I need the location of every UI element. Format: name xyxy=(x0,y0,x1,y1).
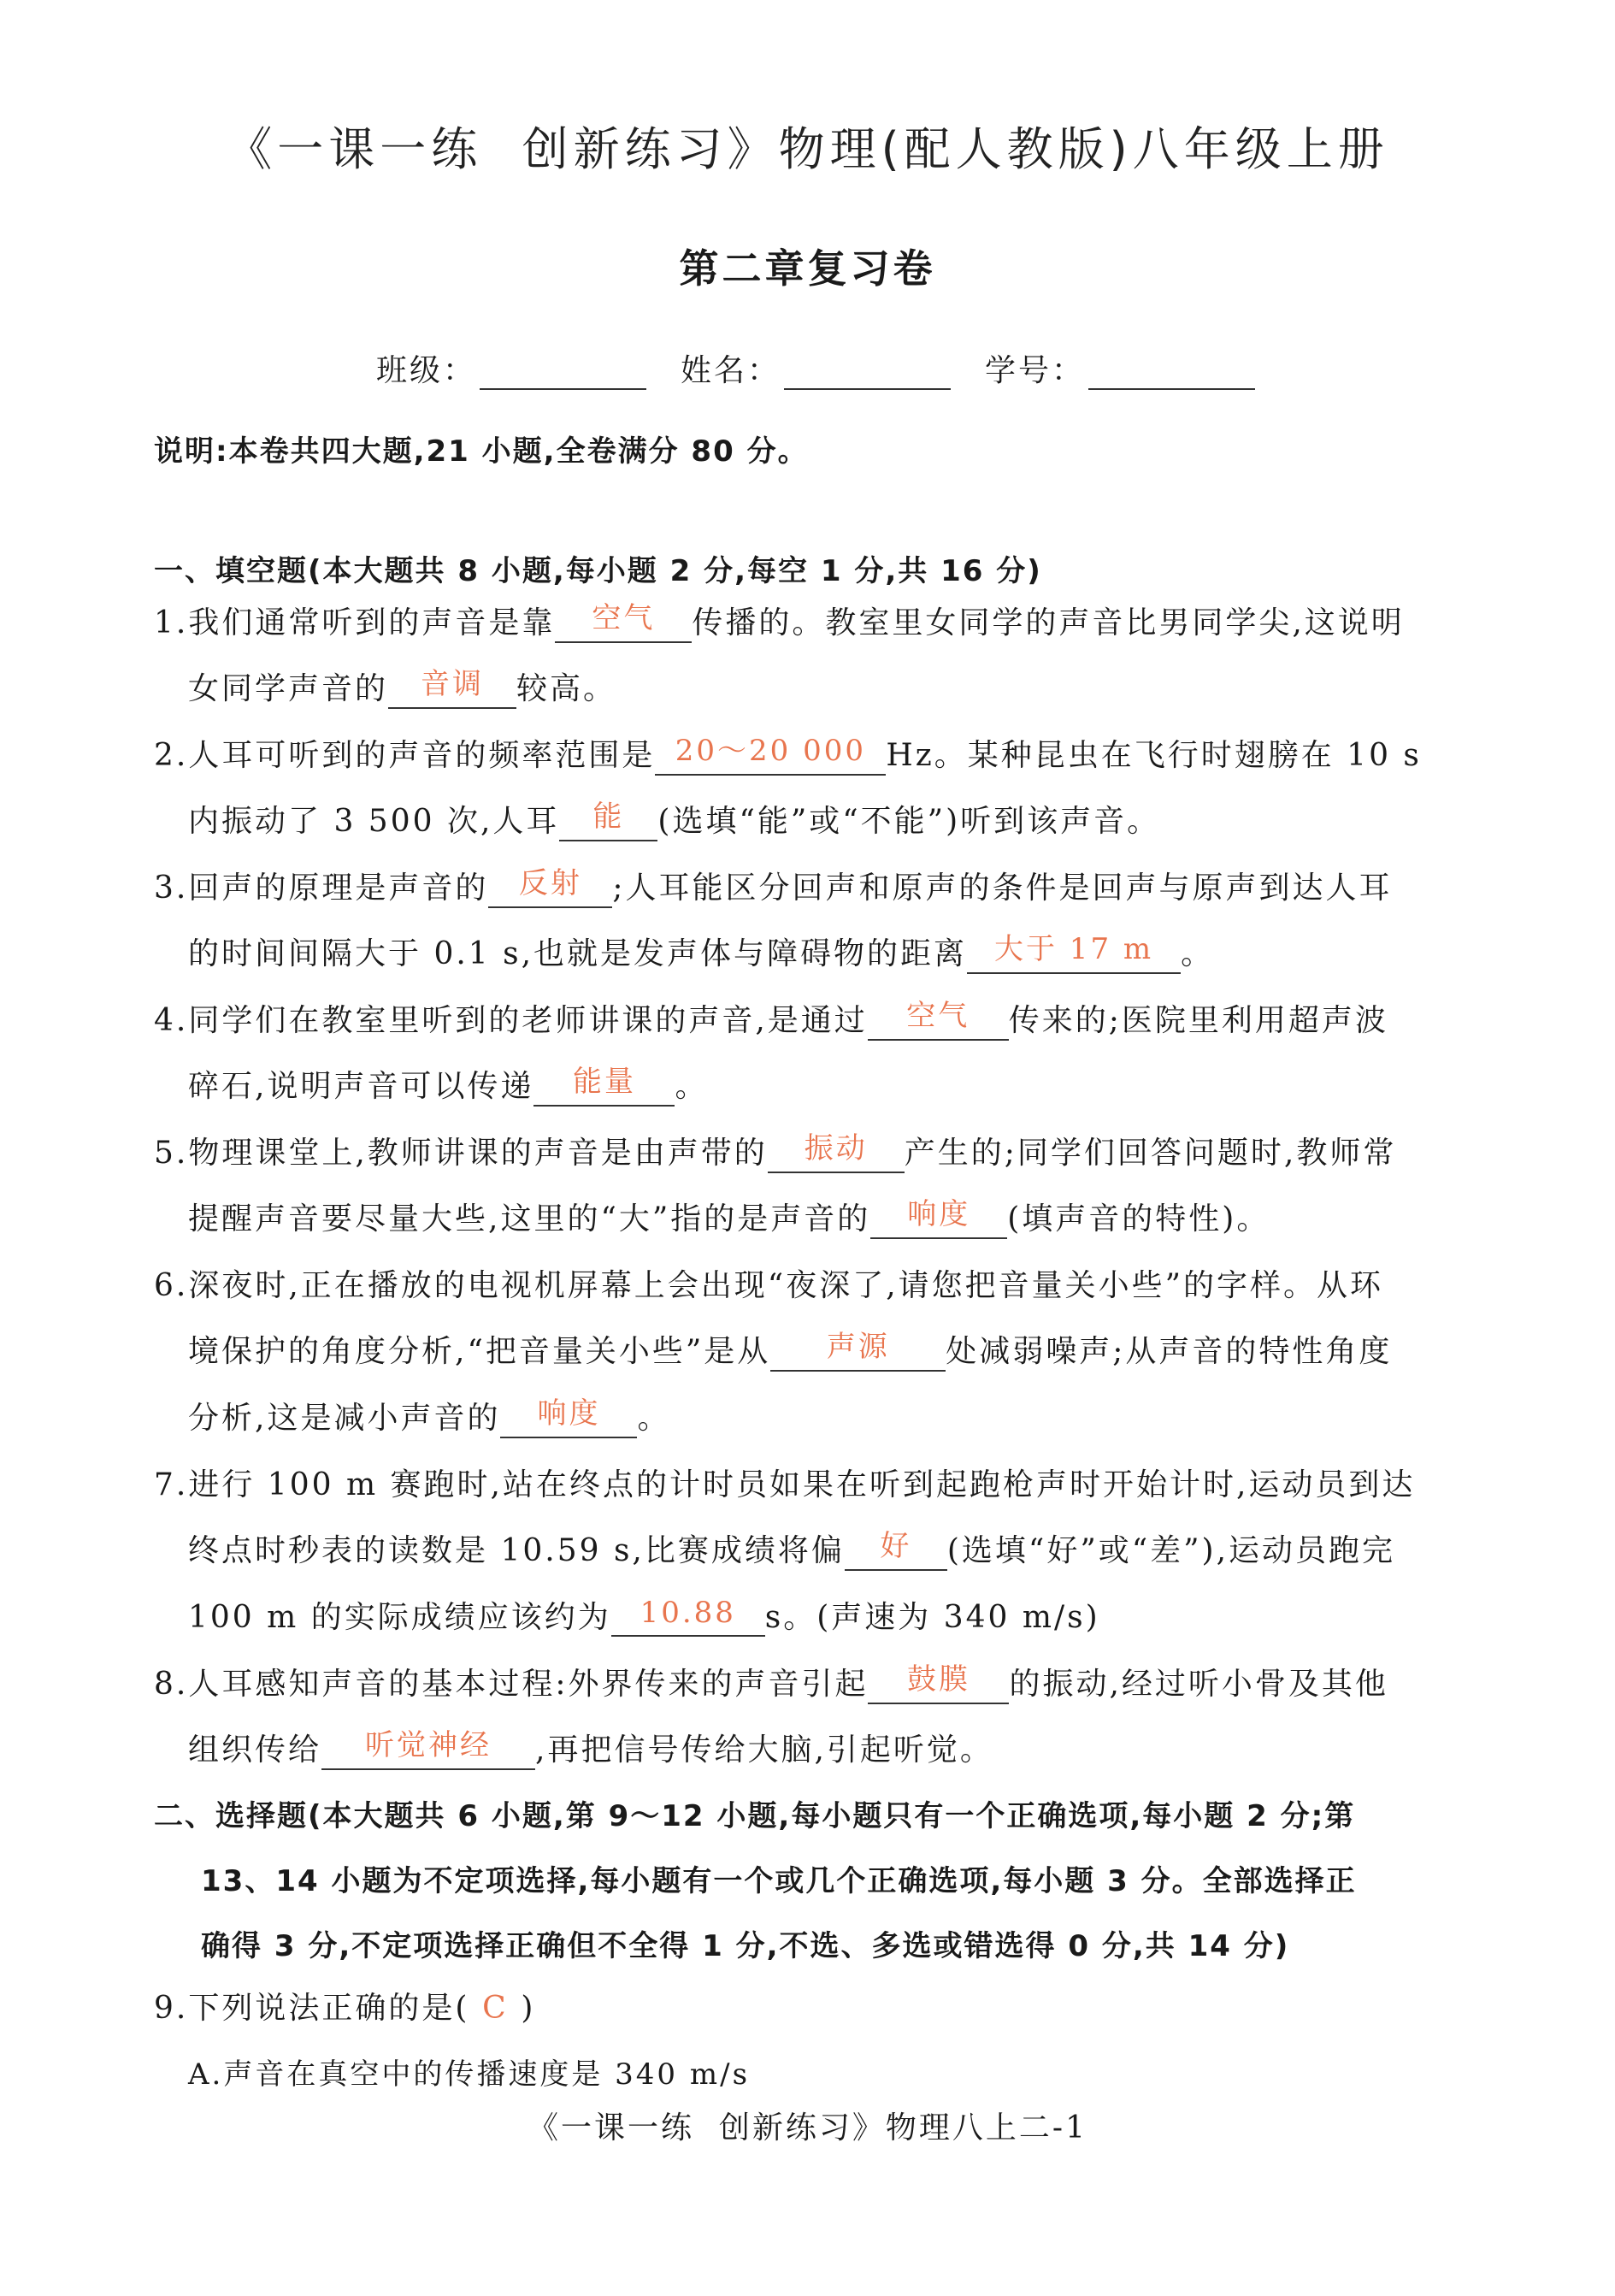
q8-text-b: 的振动,经过听小骨及其他 xyxy=(1009,1667,1388,1702)
q4-text-c: 碎石,说明声音可以传递 xyxy=(188,1069,534,1104)
q8-line1 xyxy=(154,1660,1388,1704)
q3-text-a: 3.回声的原理是声音的 xyxy=(154,871,489,906)
q8-text-d: ,再把信号传给大脑,引起听觉。 xyxy=(535,1732,993,1768)
q5-text-a: 5.物理课堂上,教师讲课的声音是由声带的 xyxy=(154,1136,768,1171)
q6-text-d: 。 xyxy=(637,1401,671,1436)
id-blank[interactable] xyxy=(1088,359,1255,390)
q7-text-d: s。(声速为 340 m/s) xyxy=(764,1600,1100,1635)
q7-answer1[interactable]: 好 xyxy=(845,1527,947,1571)
id-label: 学号： xyxy=(985,353,1086,388)
q1-line1 xyxy=(154,599,1405,643)
q4-answer2[interactable]: 能量 xyxy=(533,1063,675,1107)
q2-answer2[interactable]: 能 xyxy=(559,798,657,841)
q6-answer2[interactable]: 响度 xyxy=(500,1395,637,1438)
q5-text-d: (填声音的特性)。 xyxy=(1007,1201,1270,1237)
q7-answer2[interactable]: 10.88 xyxy=(611,1601,765,1637)
name-field xyxy=(681,346,951,390)
q5-line2 xyxy=(188,1195,1270,1239)
q1-text-a: 1.我们通常听到的声音是靠 xyxy=(154,605,556,640)
q7-text-b: (选填“好”或“差”),运动员跑完 xyxy=(946,1533,1396,1568)
chapter-title: 第二章复习卷 xyxy=(679,245,936,292)
q7-text-a: 终点时秒表的读数是 10.59 s,比赛成绩将偏 xyxy=(188,1533,845,1568)
q5-text-c: 提醒声音要尽量大些,这里的“大”指的是声音的 xyxy=(188,1201,871,1237)
q7-text-c: 100 m 的实际成绩应该约为 xyxy=(188,1600,611,1635)
q3-line2 xyxy=(188,930,1214,974)
q1-line2 xyxy=(188,664,616,709)
q5-text-b: 产生的;同学们回答问题时,教师常 xyxy=(904,1136,1397,1171)
book-title: 《一课一练 创新练习》物理(配人教版)八年级上册 xyxy=(226,122,1389,176)
q9-answer[interactable]: C xyxy=(482,1991,509,2026)
section1-heading: 一、填空题(本大题共 8 小题,每小题 2 分,每空 1 分,共 16 分) xyxy=(154,554,1042,588)
section2-heading-line1: 二、选择题(本大题共 6 小题,第 9～12 小题,每小题只有一个正确选项,每小题 2 分;第 xyxy=(154,1799,1356,1833)
q6-line3 xyxy=(188,1394,670,1438)
q2-answer1[interactable]: 20～20 000 xyxy=(655,732,886,776)
q3-line1 xyxy=(154,864,1393,908)
class-blank[interactable] xyxy=(480,359,646,390)
q8-line2 xyxy=(188,1726,993,1770)
q3-text-b: ;人耳能区分回声和原声的条件是回声与原声到达人耳 xyxy=(612,871,1393,906)
student-info-row xyxy=(376,346,1255,390)
q8-answer2[interactable]: 听觉神经 xyxy=(321,1726,535,1770)
q1-text-c: 女同学声音的 xyxy=(188,671,389,706)
q3-answer2[interactable]: 大于 17 m xyxy=(967,930,1181,974)
instructions-note: 说明:本卷共四大题,21 小题,全卷满分 80 分。 xyxy=(154,434,809,469)
q1-text-d: 较高。 xyxy=(516,671,617,706)
q6-line1: 6.深夜时,正在播放的电视机屏幕上会出现“夜深了,请您把音量关小些”的字样。从环 xyxy=(154,1268,1384,1303)
q1-answer2[interactable]: 音调 xyxy=(388,665,516,709)
q4-text-a: 4.同学们在教室里听到的老师讲课的声音,是通过 xyxy=(154,1003,868,1038)
section2-heading-line3: 确得 3 分,不定项选择正确但不全得 1 分,不选、多选或错选得 0 分,共 14 分) xyxy=(201,1929,1290,1963)
q2-text-b: Hz。某种昆虫在飞行时翅膀在 10 s xyxy=(886,738,1422,773)
q6-answer1[interactable]: 声源 xyxy=(770,1328,946,1372)
section2-heading-line2: 13、14 小题为不定项选择,每小题有一个或几个正确选项,每小题 3 分。全部选择正 xyxy=(201,1864,1357,1898)
q5-answer2[interactable]: 响度 xyxy=(870,1195,1007,1239)
id-field xyxy=(985,346,1255,390)
q2-text-c: 内振动了 3 500 次,人耳 xyxy=(188,804,560,839)
q2-line1 xyxy=(154,731,1422,776)
q8-answer1[interactable]: 鼓膜 xyxy=(868,1661,1009,1704)
q4-text-b: 传来的;医院里利用超声波 xyxy=(1008,1003,1388,1038)
q3-text-d: 。 xyxy=(1181,936,1215,971)
q4-line2 xyxy=(188,1062,708,1107)
q8-text-c: 组织传给 xyxy=(188,1732,322,1768)
q9-text-a: 9.下列说法正确的是( xyxy=(154,1991,470,2026)
name-label: 姓名： xyxy=(681,353,781,388)
q4-line1 xyxy=(154,996,1388,1041)
q7-line3 xyxy=(188,1593,1100,1637)
q6-line2 xyxy=(188,1327,1392,1372)
q3-text-c: 的时间间隔大于 0.1 s,也就是发声体与障碍物的距离 xyxy=(188,936,968,971)
class-label: 班级： xyxy=(376,353,477,388)
q2-text-a: 2.人耳可听到的声音的频率范围是 xyxy=(154,738,656,773)
q4-answer1[interactable]: 空气 xyxy=(868,997,1009,1041)
q7-line1: 7.进行 100 m 赛跑时,站在终点的计时员如果在听到起跑枪声时开始计时,运动员到达 xyxy=(154,1467,1416,1502)
page-footer: 《一课一练 创新练习》物理八上二-1 xyxy=(528,2110,1087,2145)
q8-text-a: 8.人耳感知声音的基本过程:外界传来的声音引起 xyxy=(154,1667,869,1702)
q1-text-b: 传播的。教室里女同学的声音比男同学尖,这说明 xyxy=(692,605,1405,640)
name-blank[interactable] xyxy=(784,359,951,390)
q3-answer1[interactable]: 反射 xyxy=(488,865,612,908)
q1-answer1[interactable]: 空气 xyxy=(555,599,692,643)
q2-text-d: (选填“能”或“不能”)听到该声音。 xyxy=(657,804,1161,839)
q9-stem xyxy=(154,1984,535,2027)
q7-line2 xyxy=(188,1526,1395,1571)
q9-option-a: A.声音在真空中的传播速度是 340 m/s xyxy=(188,2057,751,2092)
q4-text-d: 。 xyxy=(675,1069,709,1104)
q6-text-c: 分析,这是减小声音的 xyxy=(188,1401,501,1436)
q5-line1 xyxy=(154,1129,1396,1173)
q5-answer1[interactable]: 振动 xyxy=(768,1130,905,1173)
class-field xyxy=(376,346,646,390)
q6-text-b: 处减弱噪声;从声音的特性角度 xyxy=(946,1334,1393,1369)
q6-text-a: 境保护的角度分析,“把音量关小些”是从 xyxy=(188,1334,771,1369)
q9-text-b: ) xyxy=(521,1991,536,2026)
q2-line2 xyxy=(188,797,1160,841)
